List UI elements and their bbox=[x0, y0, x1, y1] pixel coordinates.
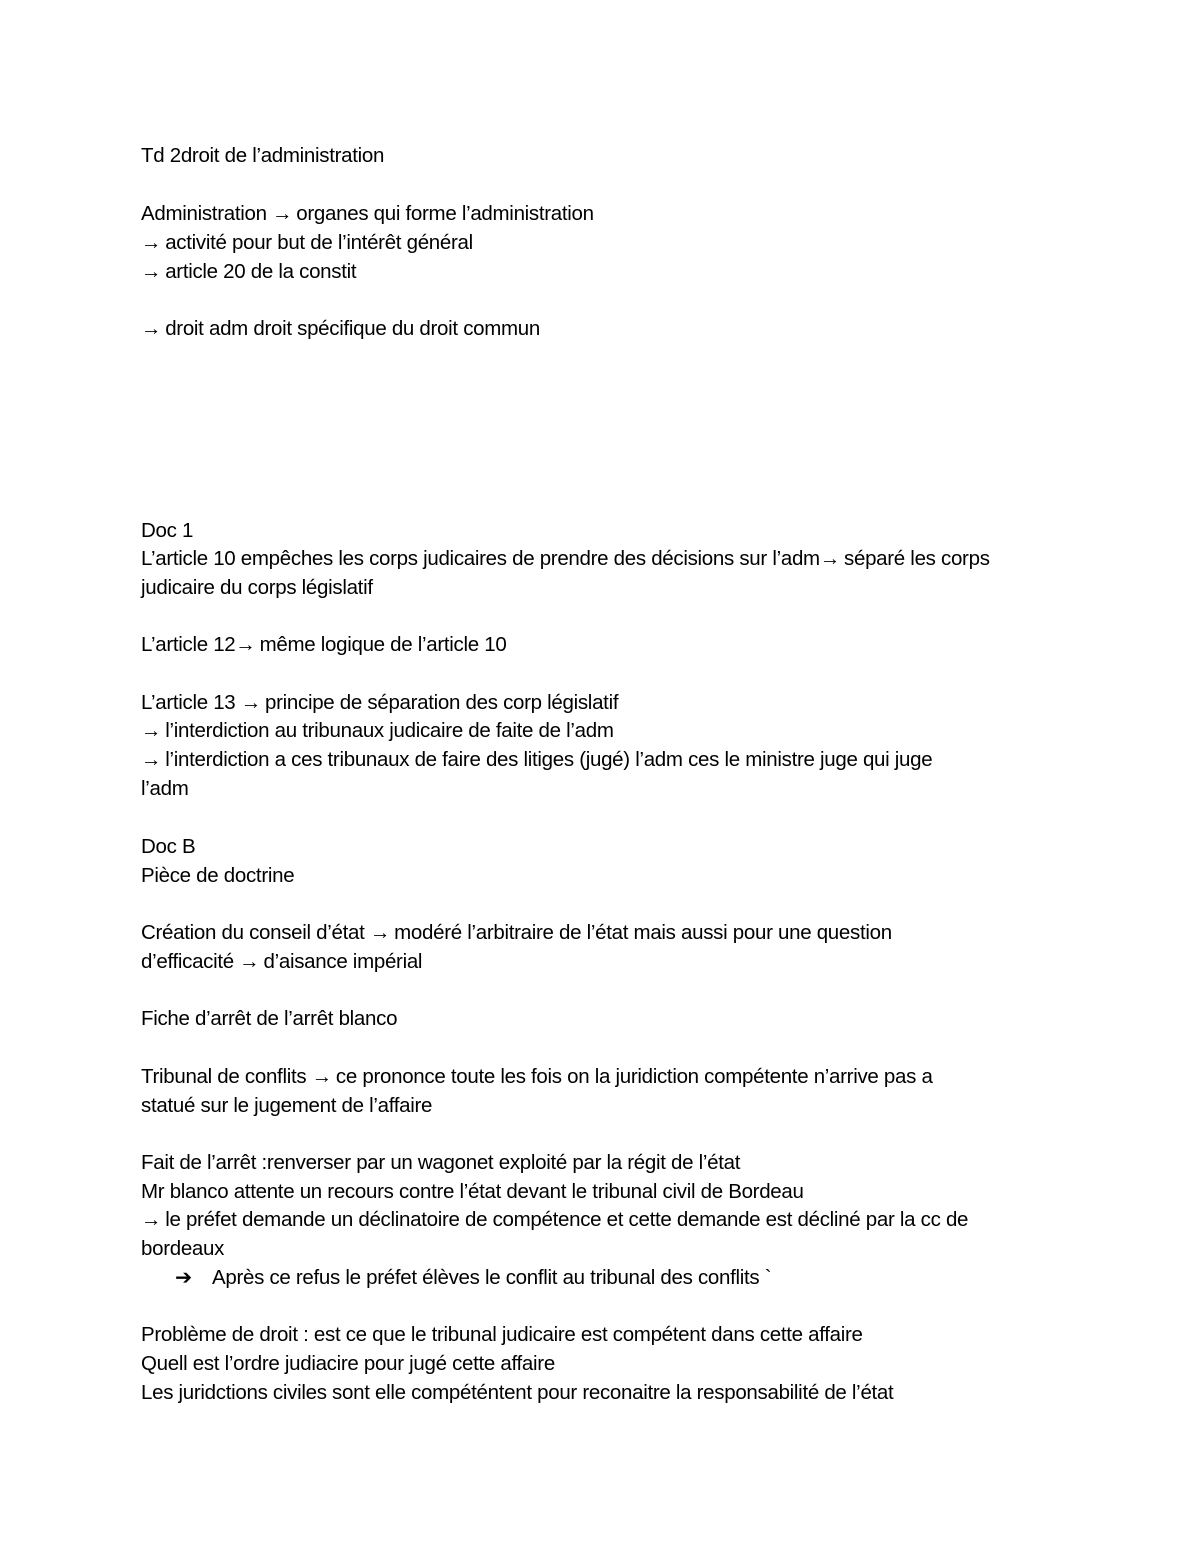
arrow-icon: → bbox=[141, 748, 162, 771]
arrow-icon: → bbox=[141, 231, 162, 254]
arrow-icon: → bbox=[311, 1065, 332, 1088]
text-line: → l’interdiction a ces tribunaux de faire des litiges (jugé) l’adm ces le ministre juge qui juge bbox=[141, 748, 933, 771]
text-line: judicaire du corps législatif bbox=[141, 576, 373, 599]
arrow-icon: → bbox=[141, 260, 162, 283]
arrow-icon: → bbox=[141, 719, 162, 742]
text-line: Mr blanco attente un recours contre l’état devant le tribunal civil de Bordeau bbox=[141, 1180, 804, 1203]
text-line: Administration → organes qui forme l’administration bbox=[141, 202, 594, 225]
text-line: Fiche d’arrêt de l’arrêt blanco bbox=[141, 1007, 398, 1030]
text-line: L’article 10 empêches les corps judicaires de prendre des décisions sur l’adm→ séparé les corps bbox=[141, 547, 990, 570]
document-title: Td 2droit de l’administration bbox=[141, 144, 385, 167]
text-line: → le préfet demande un déclinatoire de compétence et cette demande est décliné par la cc de bbox=[141, 1208, 969, 1231]
text-line: statué sur le jugement de l’affaire bbox=[141, 1094, 433, 1117]
text-line: Problème de droit : est ce que le tribunal judicaire est compétent dans cette affaire bbox=[141, 1323, 863, 1346]
arrow-bullet-icon: ➔ bbox=[175, 1266, 193, 1289]
arrow-icon: → bbox=[239, 950, 260, 973]
text-line: → droit adm droit spécifique du droit commun bbox=[141, 317, 541, 340]
text-line: → l’interdiction au tribunaux judicaire de faite de l’adm bbox=[141, 719, 614, 742]
text-line: Fait de l’arrêt :renverser par un wagonet exploité par la régit de l’état bbox=[141, 1151, 741, 1174]
text-line: Création du conseil d’état → modéré l’arbitraire de l’état mais aussi pour une question bbox=[141, 921, 892, 944]
arrow-icon: → bbox=[141, 317, 162, 340]
text-line: → activité pour but de l’intérêt général bbox=[141, 231, 473, 254]
text-line: Tribunal de conflits → ce prononce toute les fois on la juridiction compétente n’arrive pas a bbox=[141, 1065, 933, 1088]
text-line: Les juridctions civiles sont elle compéténtent pour reconaitre la responsabilité de l’état bbox=[141, 1381, 894, 1404]
arrow-icon: → bbox=[240, 691, 262, 714]
text-line: Pièce de doctrine bbox=[141, 864, 295, 887]
list-item: Après ce refus le préfet élèves le conflit au tribunal des conflits ` bbox=[212, 1266, 772, 1289]
section-heading: Doc 1 bbox=[141, 519, 194, 542]
section-heading: Doc B bbox=[141, 835, 196, 858]
text-line: L’article 12→ même logique de l’article 10 bbox=[141, 633, 507, 656]
arrow-icon: → bbox=[141, 1208, 162, 1231]
arrow-icon: → bbox=[235, 633, 256, 656]
text-line: Quell est l’ordre judiacire pour jugé cette affaire bbox=[141, 1352, 555, 1375]
arrow-icon: → bbox=[369, 921, 391, 944]
text-line: d’efficacité → d’aisance impérial bbox=[141, 950, 423, 973]
arrow-icon: → bbox=[272, 202, 293, 225]
text-line: L’article 13 → principe de séparation des corp législatif bbox=[141, 691, 619, 714]
arrow-icon: → bbox=[819, 547, 841, 570]
text-line: → article 20 de la constit bbox=[141, 260, 357, 283]
text-line: l’adm bbox=[141, 777, 189, 800]
text-line: bordeaux bbox=[141, 1237, 225, 1260]
